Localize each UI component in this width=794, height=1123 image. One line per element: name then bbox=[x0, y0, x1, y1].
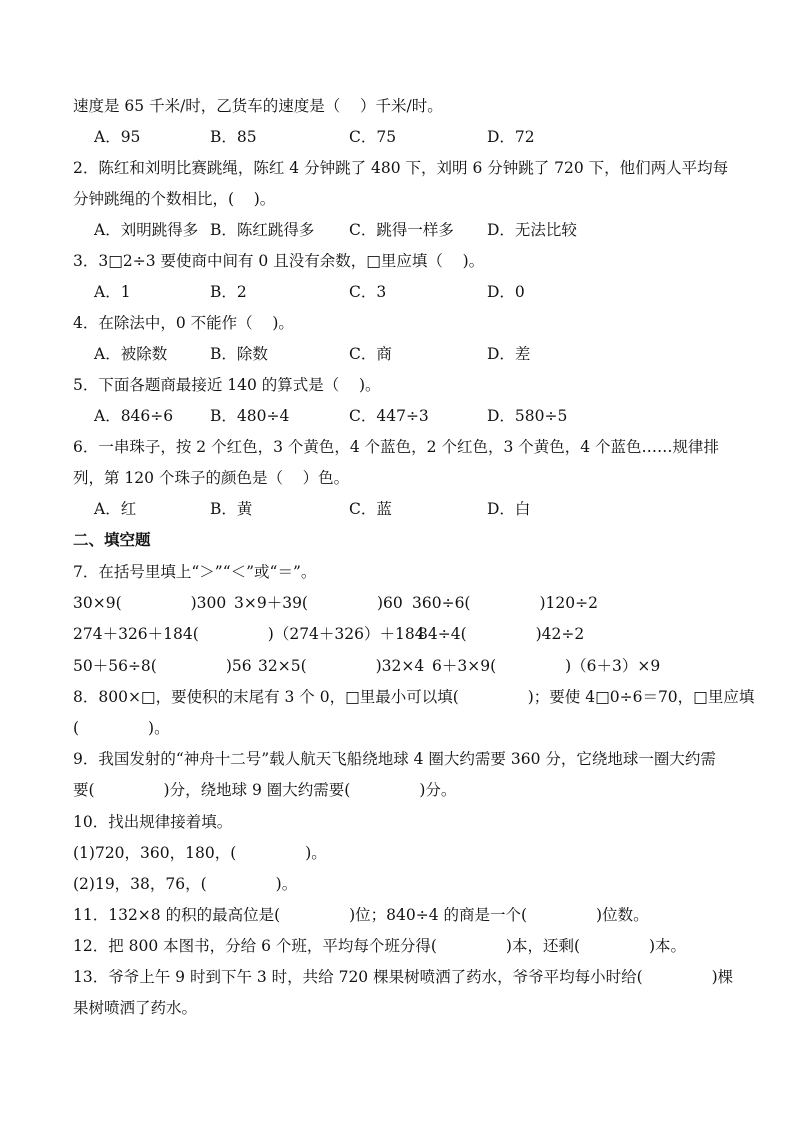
q2-option-a: A．刘明跳得多 bbox=[94, 221, 199, 239]
q3-option-a: A．1 bbox=[94, 283, 131, 301]
q2-option-c: C．跳得一样多 bbox=[349, 221, 454, 239]
q1-option-b: B．85 bbox=[210, 128, 257, 146]
q10-part-2: (2)19，38，76，( )。 bbox=[73, 875, 298, 893]
q5-option-b: B．480÷4 bbox=[210, 407, 290, 425]
section-heading-fill-in: 二、填空题 bbox=[73, 530, 151, 549]
q1-text-tail: 速度是 65 千米/时，乙货车的速度是（ ）千米/时。 bbox=[73, 97, 443, 115]
q4-option-b: B．除数 bbox=[210, 345, 268, 363]
q6-option-d: D．白 bbox=[487, 500, 531, 518]
q4-option-d: D．差 bbox=[487, 345, 531, 363]
q12-text: 12．把 800 本图书，分给 6 个班，平均每个班分得( )本，还剩( )本。 bbox=[73, 937, 687, 955]
q6-text-line2: 列，第 120 个珠子的颜色是（ ）色。 bbox=[73, 469, 350, 487]
q9-text-line1: 9．我国发射的“神舟十二号”载人航天飞船绕地球 4 圈大约需要 360 分，它绕地球一圈大约需 bbox=[73, 750, 716, 768]
q7-item: 274＋326＋184( )（274＋326）＋184 bbox=[73, 625, 425, 643]
q7-item: 50＋56÷8( )56 bbox=[73, 657, 252, 675]
q13-text-line1: 13．爷爷上午 9 时到下午 3 时，共给 720 棵果树喷洒了药水，爷爷平均每小时给( )棵 bbox=[73, 968, 734, 986]
q4-text: 4．在除法中，0 不能作（ )。 bbox=[73, 314, 294, 332]
q2-text-line1: 2．陈红和刘明比赛跳绳，陈红 4 分钟跳了 480 下，刘明 6 分钟跳了 720 下，他们两人平均每 bbox=[73, 159, 729, 177]
q3-option-d: D．0 bbox=[487, 283, 525, 301]
q5-text: 5．下面各题商最接近 140 的算式是（ )。 bbox=[73, 376, 381, 394]
q13-text-line2: 果树喷洒了药水。 bbox=[73, 999, 198, 1017]
q8-text-line2: ( )。 bbox=[73, 719, 170, 737]
q8-text-line1: 8．800×□，要使积的末尾有 3 个 0，□里最小可以填( )；要使 4□0÷6＝70，□里应填 bbox=[73, 688, 755, 706]
q7-item: 30×9( )300 bbox=[73, 594, 227, 612]
q3-text: 3．3□2÷3 要使商中间有 0 且没有余数，□里应填（ )。 bbox=[73, 252, 485, 270]
q7-text: 7．在括号里填上“＞”“＜”或“＝”。 bbox=[73, 563, 317, 581]
q11-text: 11．132×8 的积的最高位是( )位；840÷4 的商是一个( )位数。 bbox=[73, 906, 649, 924]
q7-item: 360÷6( )120÷2 bbox=[412, 594, 598, 612]
q2-option-b: B．陈红跳得多 bbox=[210, 221, 315, 239]
q5-option-c: C．447÷3 bbox=[349, 407, 429, 425]
q1-option-a: A．95 bbox=[94, 128, 141, 146]
q7-item: 32×5( )32×4 bbox=[258, 657, 425, 675]
q1-option-d: D．72 bbox=[487, 128, 535, 146]
q10-text: 10．找出规律接着填。 bbox=[73, 813, 233, 831]
q10-part-1: (1)720，360，180，( )。 bbox=[73, 844, 327, 862]
q3-option-b: B．2 bbox=[210, 283, 247, 301]
q6-option-b: B．黄 bbox=[210, 500, 253, 518]
q6-option-c: C．蓝 bbox=[349, 500, 392, 518]
q7-item: 6＋3×9( )（6＋3）×9 bbox=[432, 657, 661, 675]
q6-option-a: A．红 bbox=[94, 500, 137, 518]
q2-text-line2: 分钟跳绳的个数相比，( )。 bbox=[73, 190, 276, 208]
q7-item: 3×9＋39( )60 bbox=[234, 594, 403, 612]
q4-option-c: C．商 bbox=[349, 345, 392, 363]
q5-option-d: D．580÷5 bbox=[487, 407, 568, 425]
q7-item: 84÷4( )42÷2 bbox=[418, 625, 585, 643]
q2-option-d: D．无法比较 bbox=[487, 221, 577, 239]
q5-option-a: A．846÷6 bbox=[94, 407, 174, 425]
q9-text-line2: 要( )分，绕地球 9 圈大约需要( )分。 bbox=[73, 781, 457, 799]
q1-option-c: C．75 bbox=[349, 128, 397, 146]
q6-text-line1: 6．一串珠子，按 2 个红色，3 个黄色，4 个蓝色，2 个红色，3 个黄色，4 个蓝色……规律排 bbox=[73, 438, 720, 456]
q3-option-c: C．3 bbox=[349, 283, 387, 301]
q4-option-a: A．被除数 bbox=[94, 345, 168, 363]
